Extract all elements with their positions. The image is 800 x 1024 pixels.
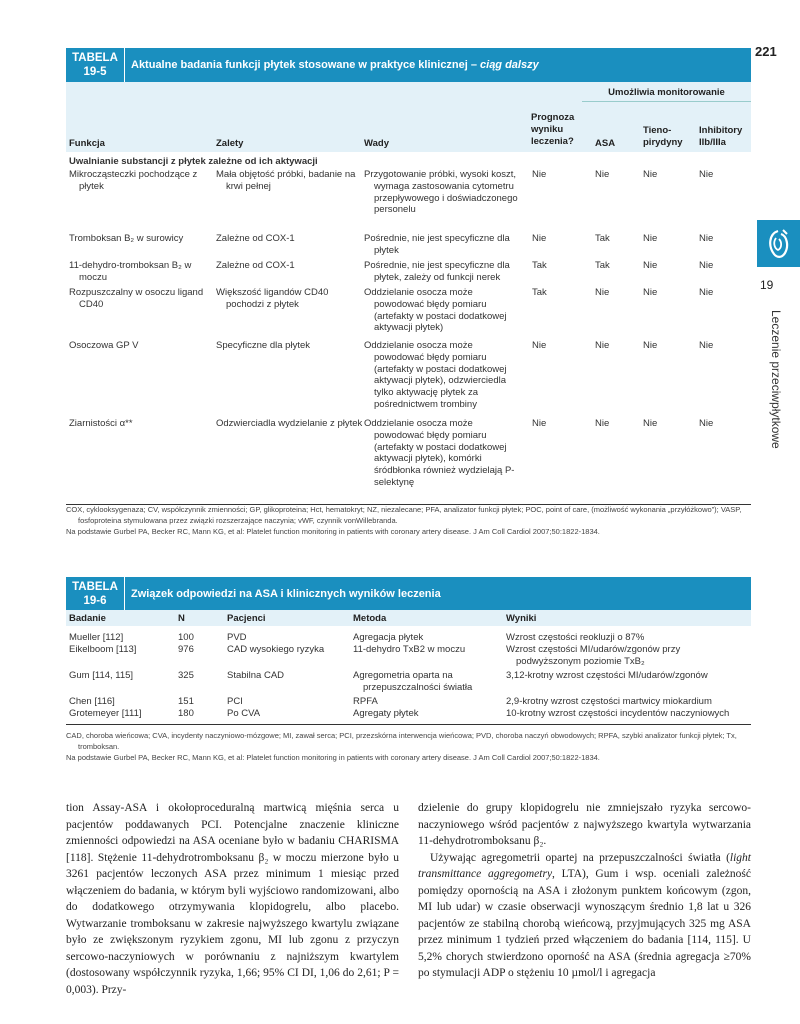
header-asa: ASA	[595, 138, 616, 149]
cell-inhibitory: Nie	[699, 260, 714, 271]
cell-tieno: Nie	[643, 418, 658, 429]
table-abbreviations: CAD, choroba wieńcowa; CVA, incydenty naczyniowo-mózgowe; MI, zawał serca; PCI, przezskórna interwencja wieńcowa; PVD, choroba naczyń obwodowych; RPFA, szybki analizator funkcji płytek; Tx, tromboksan.	[66, 731, 737, 751]
header-pacjenci: Pacjenci	[227, 613, 266, 624]
table-abbreviations: COX, cyklooksygenaza; CV, współczynnik zmienności; GP, glikoproteina; Hct, hematokryt; NZ, niezalecane; PFA, analizator funkcji płytek; POC, point of care, (możliwość wykonania „przyłóżkowo”); VASP, fosfoproteina stymulowana przez związki rozszerzające naczynia; vWF, czynnik vonWillebranda.	[66, 505, 742, 525]
header-funkcja: Funkcja	[69, 138, 105, 149]
cell-tieno: Nie	[643, 233, 658, 244]
chapter-title: Leczenie przeciwpłytkowe	[769, 310, 783, 449]
super-header: Umożliwia monitorowanie	[582, 87, 751, 102]
cell-n: 180	[178, 708, 194, 719]
cell-prognoza: Nie	[532, 340, 547, 351]
table-source: Na podstawie Gurbel PA, Becker RC, Mann KG, et al: Platelet function monitoring in patients with coronary artery disease. J Am Coll Cardiol 2007;50:1822-1834.	[66, 527, 600, 536]
cell-zalety: Odzwierciadla wydzielanie z płytek	[216, 418, 363, 429]
cell-inhibitory: Nie	[699, 418, 714, 429]
table-column-headers	[66, 82, 751, 152]
cell-metoda: Agregaty płytek	[353, 708, 419, 719]
cell-asa: Nie	[595, 169, 610, 180]
header-wady: Wady	[364, 138, 389, 149]
platelet-icon	[765, 228, 791, 260]
cell-badanie: Grotemeyer [111]	[69, 708, 142, 719]
cell-tieno: Nie	[643, 260, 658, 271]
cell-wady: Oddzielanie osocza może powodować błędy pomiaru (artefakty w postaci dodatkowej aktywacji płytek), odzwierciedla tylko aktywację płytek za pośrednictwem trombiny	[364, 340, 507, 410]
cell-pacjenci: CAD wysokiego ryzyka	[227, 644, 325, 655]
header-wyniki: Wyniki	[506, 613, 537, 624]
cell-zalety: Większość ligandów CD40 pochodzi z płytek	[216, 287, 329, 310]
cell-wady: Pośrednie, nie jest specyficzne dla płytek	[364, 233, 510, 256]
cell-wady: Oddzielanie osocza może powodować błędy pomiaru (artefakty w postaci dodatkowej aktywacji płytek)	[364, 287, 507, 334]
cell-prognoza: Nie	[532, 418, 547, 429]
cell-n: 151	[178, 696, 194, 707]
cell-metoda: Agregometria oparta na przepuszczalności światła	[353, 670, 473, 693]
cell-wady: Oddzielanie osocza może powodować błędy pomiaru (artefakty w postaci dodatkowej aktywacji płytek), komórki śródbłonka również wydzielają P-selektynę	[364, 418, 515, 488]
cell-prognoza: Nie	[532, 233, 547, 244]
cell-badanie: Gum [114, 115]	[69, 670, 134, 681]
table-19-5	[66, 48, 751, 505]
cell-wyniki: 3,12-krotny wzrost częstości MI/udarów/zgonów	[506, 670, 708, 681]
table-notes	[66, 730, 751, 763]
cell-wyniki: Wzrost częstości reokluzji o 87%	[506, 632, 645, 643]
table-column-headers	[66, 610, 751, 626]
body-paragraph: Używając agregometrii opartej na przepuszczalności światła (light transmittance aggregometry, LTA), Gum i wsp. oceniali zależność pomiędzy opornością na ASA i złożonym punktem końcowym (zgon, MI lub udar) w czasie obserwacji wynoszącym średnio 1,8 lat u 326 pacjentów ze stabilną chorobą wieńcową, przyjmujących 325 mg ASA przez minimum 1 tydzień przed włączeniem do badania [114, 115]. U 5,2% chorych stwierdzono oporność na ASA (średnia agregacja ≥70% po stymulacji ADP o stężeniu 10 µmol/l i agregacja	[418, 851, 751, 979]
cell-funkcja: 11-dehydro-tromboksan B₂ w moczu	[69, 260, 192, 283]
page-number: 221	[755, 44, 777, 59]
section-heading: Uwalnianie substancji z płytek zależne od ich aktywacji	[69, 156, 318, 167]
cell-funkcja: Osoczowa GP V	[69, 340, 139, 351]
cell-inhibitory: Nie	[699, 287, 714, 298]
cell-zalety: Mała objętość próbki, badanie na krwi pełnej	[216, 169, 356, 192]
cell-prognoza: Tak	[532, 287, 547, 298]
cell-funkcja: Mikrocząsteczki pochodzące z płytek	[69, 169, 198, 192]
cell-tieno: Nie	[643, 287, 658, 298]
table-notes	[66, 504, 751, 537]
table-body	[66, 152, 751, 505]
cell-n: 100	[178, 632, 194, 643]
table-body	[66, 626, 751, 725]
cell-asa: Nie	[595, 418, 610, 429]
header-inhibitory: Inhibitory IIb/IIIa	[699, 125, 743, 148]
table-label: TABELA 19-5	[66, 48, 125, 82]
cell-asa: Tak	[595, 260, 610, 271]
table-title: Aktualne badania funkcji płytek stosowane w praktyce klinicznej – ciąg dalszy	[131, 59, 539, 71]
cell-pacjenci: Po CVA	[227, 708, 261, 719]
header-badanie: Badanie	[69, 613, 106, 624]
table-label: TABELA 19-6	[66, 577, 125, 610]
cell-wyniki: Wzrost częstości MI/udarów/zgonów przy podwyższonym poziomie TxB₂	[506, 644, 681, 667]
cell-zalety: Specyficzne dla płytek	[216, 340, 310, 351]
cell-zalety: Zależne od COX-1	[216, 260, 295, 271]
cell-asa: Tak	[595, 233, 610, 244]
cell-tieno: Nie	[643, 169, 658, 180]
cell-funkcja: Rozpuszczalny w osoczu ligand CD40	[69, 287, 204, 310]
table-19-6	[66, 577, 751, 725]
cell-wady: Pośrednie, nie jest specyficzne dla płytek, zależy od funkcji nerek	[364, 260, 510, 283]
cell-asa: Nie	[595, 287, 610, 298]
header-zalety: Zalety	[216, 138, 244, 149]
cell-metoda: Agregacja płytek	[353, 632, 424, 643]
body-column-right	[418, 800, 751, 982]
cell-inhibitory: Nie	[699, 233, 714, 244]
cell-wady: Przygotowanie próbki, wysoki koszt, wymaga zastosowania cytometru przepływowego i doświadczonego personelu	[364, 169, 518, 216]
cell-metoda: 11-dehydro TxB2 w moczu	[353, 644, 466, 655]
header-n: N	[178, 613, 185, 624]
cell-prognoza: Tak	[532, 260, 547, 271]
cell-wyniki: 2,9-krotny wzrost częstości martwicy miokardium	[506, 696, 712, 707]
cell-badanie: Eikelboom [113]	[69, 644, 137, 655]
cell-n: 976	[178, 644, 194, 655]
cell-inhibitory: Nie	[699, 169, 714, 180]
header-prognoza: Prognoza wyniku leczenia?	[531, 112, 575, 147]
chapter-number: 19	[760, 278, 774, 292]
body-column-left	[66, 800, 399, 998]
cell-asa: Nie	[595, 340, 610, 351]
cell-pacjenci: PCI	[227, 696, 243, 707]
cell-funkcja: Tromboksan B₂ w surowicy	[69, 233, 184, 244]
cell-badanie: Chen [116]	[69, 696, 115, 707]
header-tienopirydyny: Tieno-pirydyny	[643, 125, 683, 148]
cell-badanie: Mueller [112]	[69, 632, 124, 643]
header-metoda: Metoda	[353, 613, 387, 624]
body-paragraph: dzielenie do grupy klopidogrelu nie zmniejszało ryzyka sercowo-naczyniowego wśród pacjentów z najwyższego kwartyla wytwarzania 11-dehydrotromboksanu β₂.	[418, 802, 751, 847]
cell-n: 325	[178, 670, 194, 681]
table-source: Na podstawie Gurbel PA, Becker RC, Mann KG, et al: Platelet function monitoring in patients with coronary artery disease. J Am Coll Cardiol 2007;50:1822-1834.	[66, 753, 600, 762]
cell-metoda: RPFA	[353, 696, 378, 707]
cell-pacjenci: PVD	[227, 632, 247, 643]
cell-tieno: Nie	[643, 340, 658, 351]
chapter-tab	[757, 220, 800, 267]
cell-funkcja: Ziarnistości α**	[69, 418, 133, 429]
cell-pacjenci: Stabilna CAD	[227, 670, 285, 681]
cell-wyniki: 10-krotny wzrost częstości incydentów naczyniowych	[506, 708, 730, 719]
cell-inhibitory: Nie	[699, 340, 714, 351]
cell-zalety: Zależne od COX-1	[216, 233, 295, 244]
table-title: Związek odpowiedzi na ASA i klinicznych wyników leczenia	[131, 587, 441, 600]
body-paragraph: tion Assay-ASA i okołoproceduralną martwicą mięśnia serca u pacjentów poddawanych PCI. Potencjalne znaczenie kliniczne zmienności odpowiedzi na ASA oceniane było w badaniu CHARISMA [118]. Stężenie 11-dehydrotromboksanu β₂ w moczu mierzone było u 3261 pacjentów leczonych ASA przez minimum 1 miesiąc przed włączeniem do badania, w którym byli wyjściowo randomizowani, albo do dodatkowego otrzymywania klopidogrelu, albo placebo. Wytwarzanie tromboksanu w zakresie najwyższego kwartylu związane było ze zwiększonym ryzykiem zgonu, MI lub zgonu z przyczyn sercowo-naczyniowych w porównaniu z najniższym kwartylem (dostosowany współczynnik ryzyka, 1,66; 95% CI DI, 1,06 do 2,61; P = 0,003). Przy-	[66, 802, 399, 996]
cell-prognoza: Nie	[532, 169, 547, 180]
